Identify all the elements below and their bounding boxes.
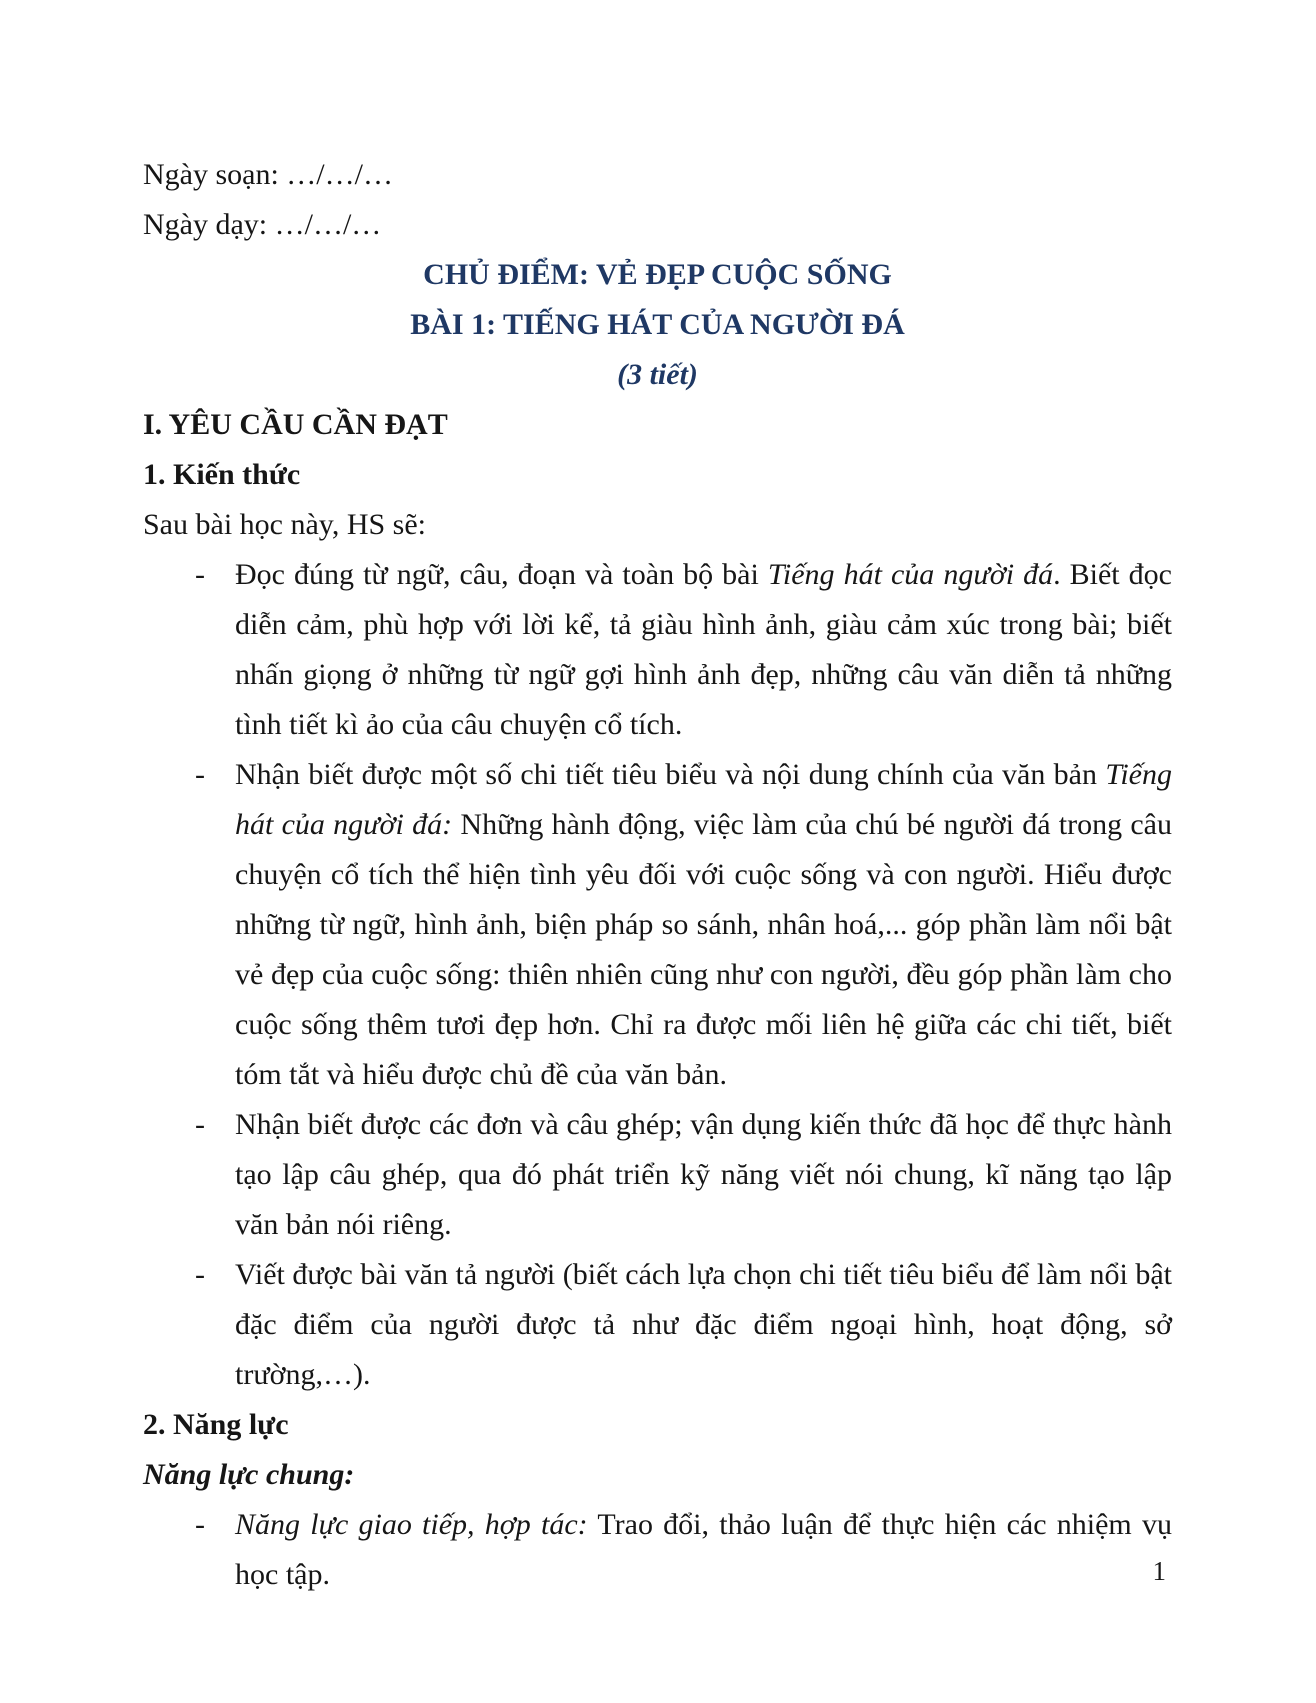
bullet-marker: -: [195, 758, 205, 791]
knowledge-bullet-1: [143, 550, 1172, 750]
lesson-duration: (3 tiết): [617, 358, 698, 391]
bullet-text: Nhận biết được một số chi tiết tiêu biểu và nội dung chính của văn bản Tiếng hát của người đá: Những hành động, việc làm của chú bé người đá trong câu chuyện cổ tích thể hiện tình yêu đối với cuộc sống và con người. Hiểu được những từ ngữ, hình ảnh, biện pháp so sánh, nhân hoá,... góp phần làm nổi bật vẻ đẹp của cuộc sống: thiên nhiên cũng như con người, đều góp phần làm cho cuộc sống thêm tươi đẹp hơn. Chỉ ra được mối liên hệ giữa các chi tiết, biết tóm tắt và hiểu được chủ đề của văn bản.: [235, 758, 1172, 1091]
knowledge-intro: Sau bài học này, HS sẽ:: [143, 508, 427, 541]
knowledge-heading: 1. Kiến thức: [143, 458, 301, 491]
bullet-text: Đọc đúng từ ngữ, câu, đoạn và toàn bộ bài Tiếng hát của người đá. Biết đọc diễn cảm, phù hợp với lời kể, tả giàu hình ảnh, giàu cảm xúc trong bài; biết nhấn giọng ở những từ ngữ gợi hình ảnh đẹp, những câu văn diễn tả những tình tiết kì ảo của câu chuyện cổ tích.: [235, 558, 1172, 741]
competence-bullet-1: [143, 1500, 1172, 1600]
bullet-text: Nhận biết được các đơn và câu ghép; vận dụng kiến thức đã học để thực hành tạo lập câu ghép, qua đó phát triển kỹ năng viết nói chung, kĩ năng tạo lập văn bản nói riêng.: [235, 1108, 1172, 1241]
bullet-marker: -: [195, 1258, 205, 1291]
lesson-title: BÀI 1: TIẾNG HÁT CỦA NGƯỜI ĐÁ: [410, 308, 905, 341]
page-number: 1: [1152, 1556, 1166, 1586]
bullet-text: Năng lực giao tiếp, hợp tác: Trao đổi, thảo luận để thực hiện các nhiệm vụ học tập.: [235, 1508, 1172, 1591]
competence-general-label: Năng lực chung:: [143, 1458, 355, 1491]
knowledge-bullet-2: [143, 750, 1172, 1100]
bullet-marker: -: [195, 1508, 205, 1541]
bullet-text: Viết được bài văn tả người (biết cách lựa chọn chi tiết tiêu biểu để làm nổi bật đặc điểm của người được tả như đặc điểm ngoại hình, hoạt động, sở trường,…).: [235, 1258, 1172, 1391]
bullet-marker: -: [195, 1108, 205, 1141]
knowledge-bullet-3: [143, 1100, 1172, 1250]
knowledge-bullet-4: [143, 1250, 1172, 1400]
date-taught-line: Ngày dạy: …/…/…: [143, 208, 382, 241]
topic-title: CHỦ ĐIỂM: VẺ ĐẸP CUỘC SỐNG: [423, 258, 892, 291]
section-1-heading: I. YÊU CẦU CẦN ĐẠT: [143, 408, 448, 441]
competence-heading: 2. Năng lực: [143, 1408, 289, 1441]
date-composed-line: Ngày soạn: …/…/…: [143, 158, 393, 191]
bullet-marker: -: [195, 558, 205, 591]
